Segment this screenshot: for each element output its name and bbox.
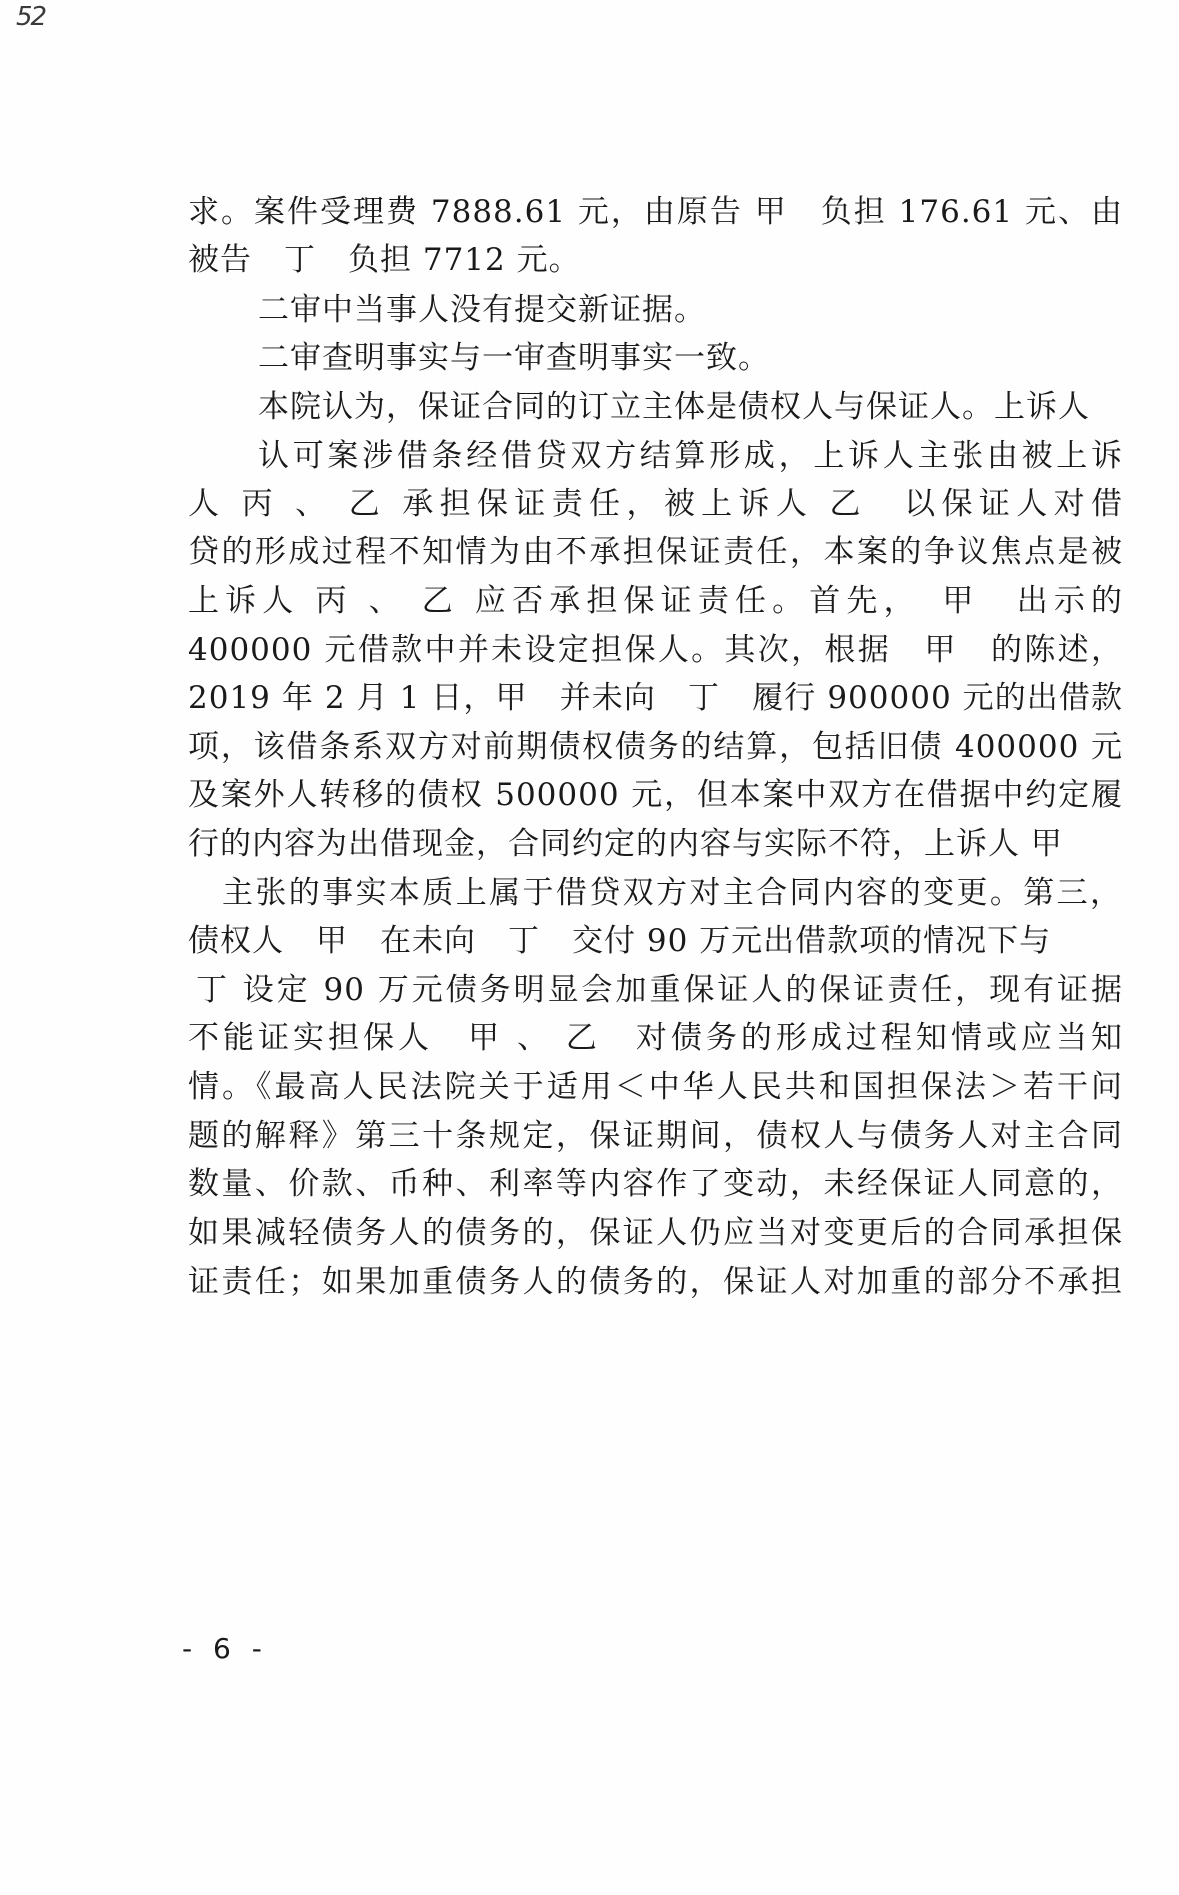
text-line-19: 情。《最高人民法院关于适用＜中华人民共和国担保法＞若干问 <box>188 1069 1123 1105</box>
text-line-4: 二审查明事实与一审查明事实一致。 <box>258 340 770 376</box>
text-line-20: 题的解释》第三十条规定，保证期间，债权人与债务人对主合同 <box>188 1118 1123 1154</box>
text-line-1: 求。案件受理费 7888.61 元，由原告 甲 负担 176.61 元、由 <box>188 194 1123 230</box>
text-line-22: 如果减轻债务人的债务的，保证人仍应当对变更后的合同承担保 <box>188 1215 1123 1251</box>
text-line-17: 丁 设定 90 万元债务明显会加重保证人的保证责任，现有证据 <box>196 972 1123 1008</box>
text-line-8: 贷的形成过程不知情为由不承担保证责任，本案的争议焦点是被 <box>188 534 1123 570</box>
text-line-7: 人 丙 、 乙 承担保证责任，被上诉人 乙 以保证人对借 <box>188 486 1123 522</box>
text-line-5: 本院认为，保证合同的订立主体是债权人与保证人。上诉人 <box>258 389 1090 425</box>
text-line-10: 400000 元借款中并未设定担保人。其次，根据 甲 的陈述， <box>188 632 1123 668</box>
page-number: - 6 - <box>182 1632 268 1665</box>
text-line-23: 证责任；如果加重债务人的债务的，保证人对加重的部分不承担 <box>188 1264 1123 1300</box>
text-line-6: 认可案涉借条经借贷双方结算形成，上诉人主张由被上诉 <box>258 438 1123 474</box>
text-line-21: 数量、价款、币种、利率等内容作了变动，未经保证人同意的， <box>188 1166 1123 1202</box>
text-line-13: 及案外人转移的债权 500000 元，但本案中双方在借据中约定履 <box>188 777 1123 813</box>
text-line-14: 行的内容为出借现金，合同约定的内容与实际不符，上诉人 甲 <box>188 826 1063 862</box>
text-line-3: 二审中当事人没有提交新证据。 <box>258 292 706 328</box>
text-line-2: 被告 丁 负担 7712 元。 <box>188 242 581 278</box>
text-line-12: 项，该借条系双方对前期债权债务的结算，包括旧债 400000 元 <box>188 729 1123 765</box>
handwritten-page-mark: 52 <box>16 2 46 32</box>
text-line-15: 主张的事实本质上属于借贷双方对主合同内容的变更。第三， <box>222 875 1122 911</box>
text-line-16: 债权人 甲 在未向 丁 交付 90 万元出借款项的情况下与 <box>188 923 1052 959</box>
text-line-9: 上诉人 丙 、 乙 应否承担保证责任。首先， 甲 出示的 <box>188 583 1123 619</box>
text-line-18: 不能证实担保人 甲 、 乙 对债务的形成过程知情或应当知 <box>188 1020 1123 1056</box>
text-line-11: 2019 年 2 月 1 日，甲 并未向 丁 履行 900000 元的出借款 <box>188 680 1123 716</box>
